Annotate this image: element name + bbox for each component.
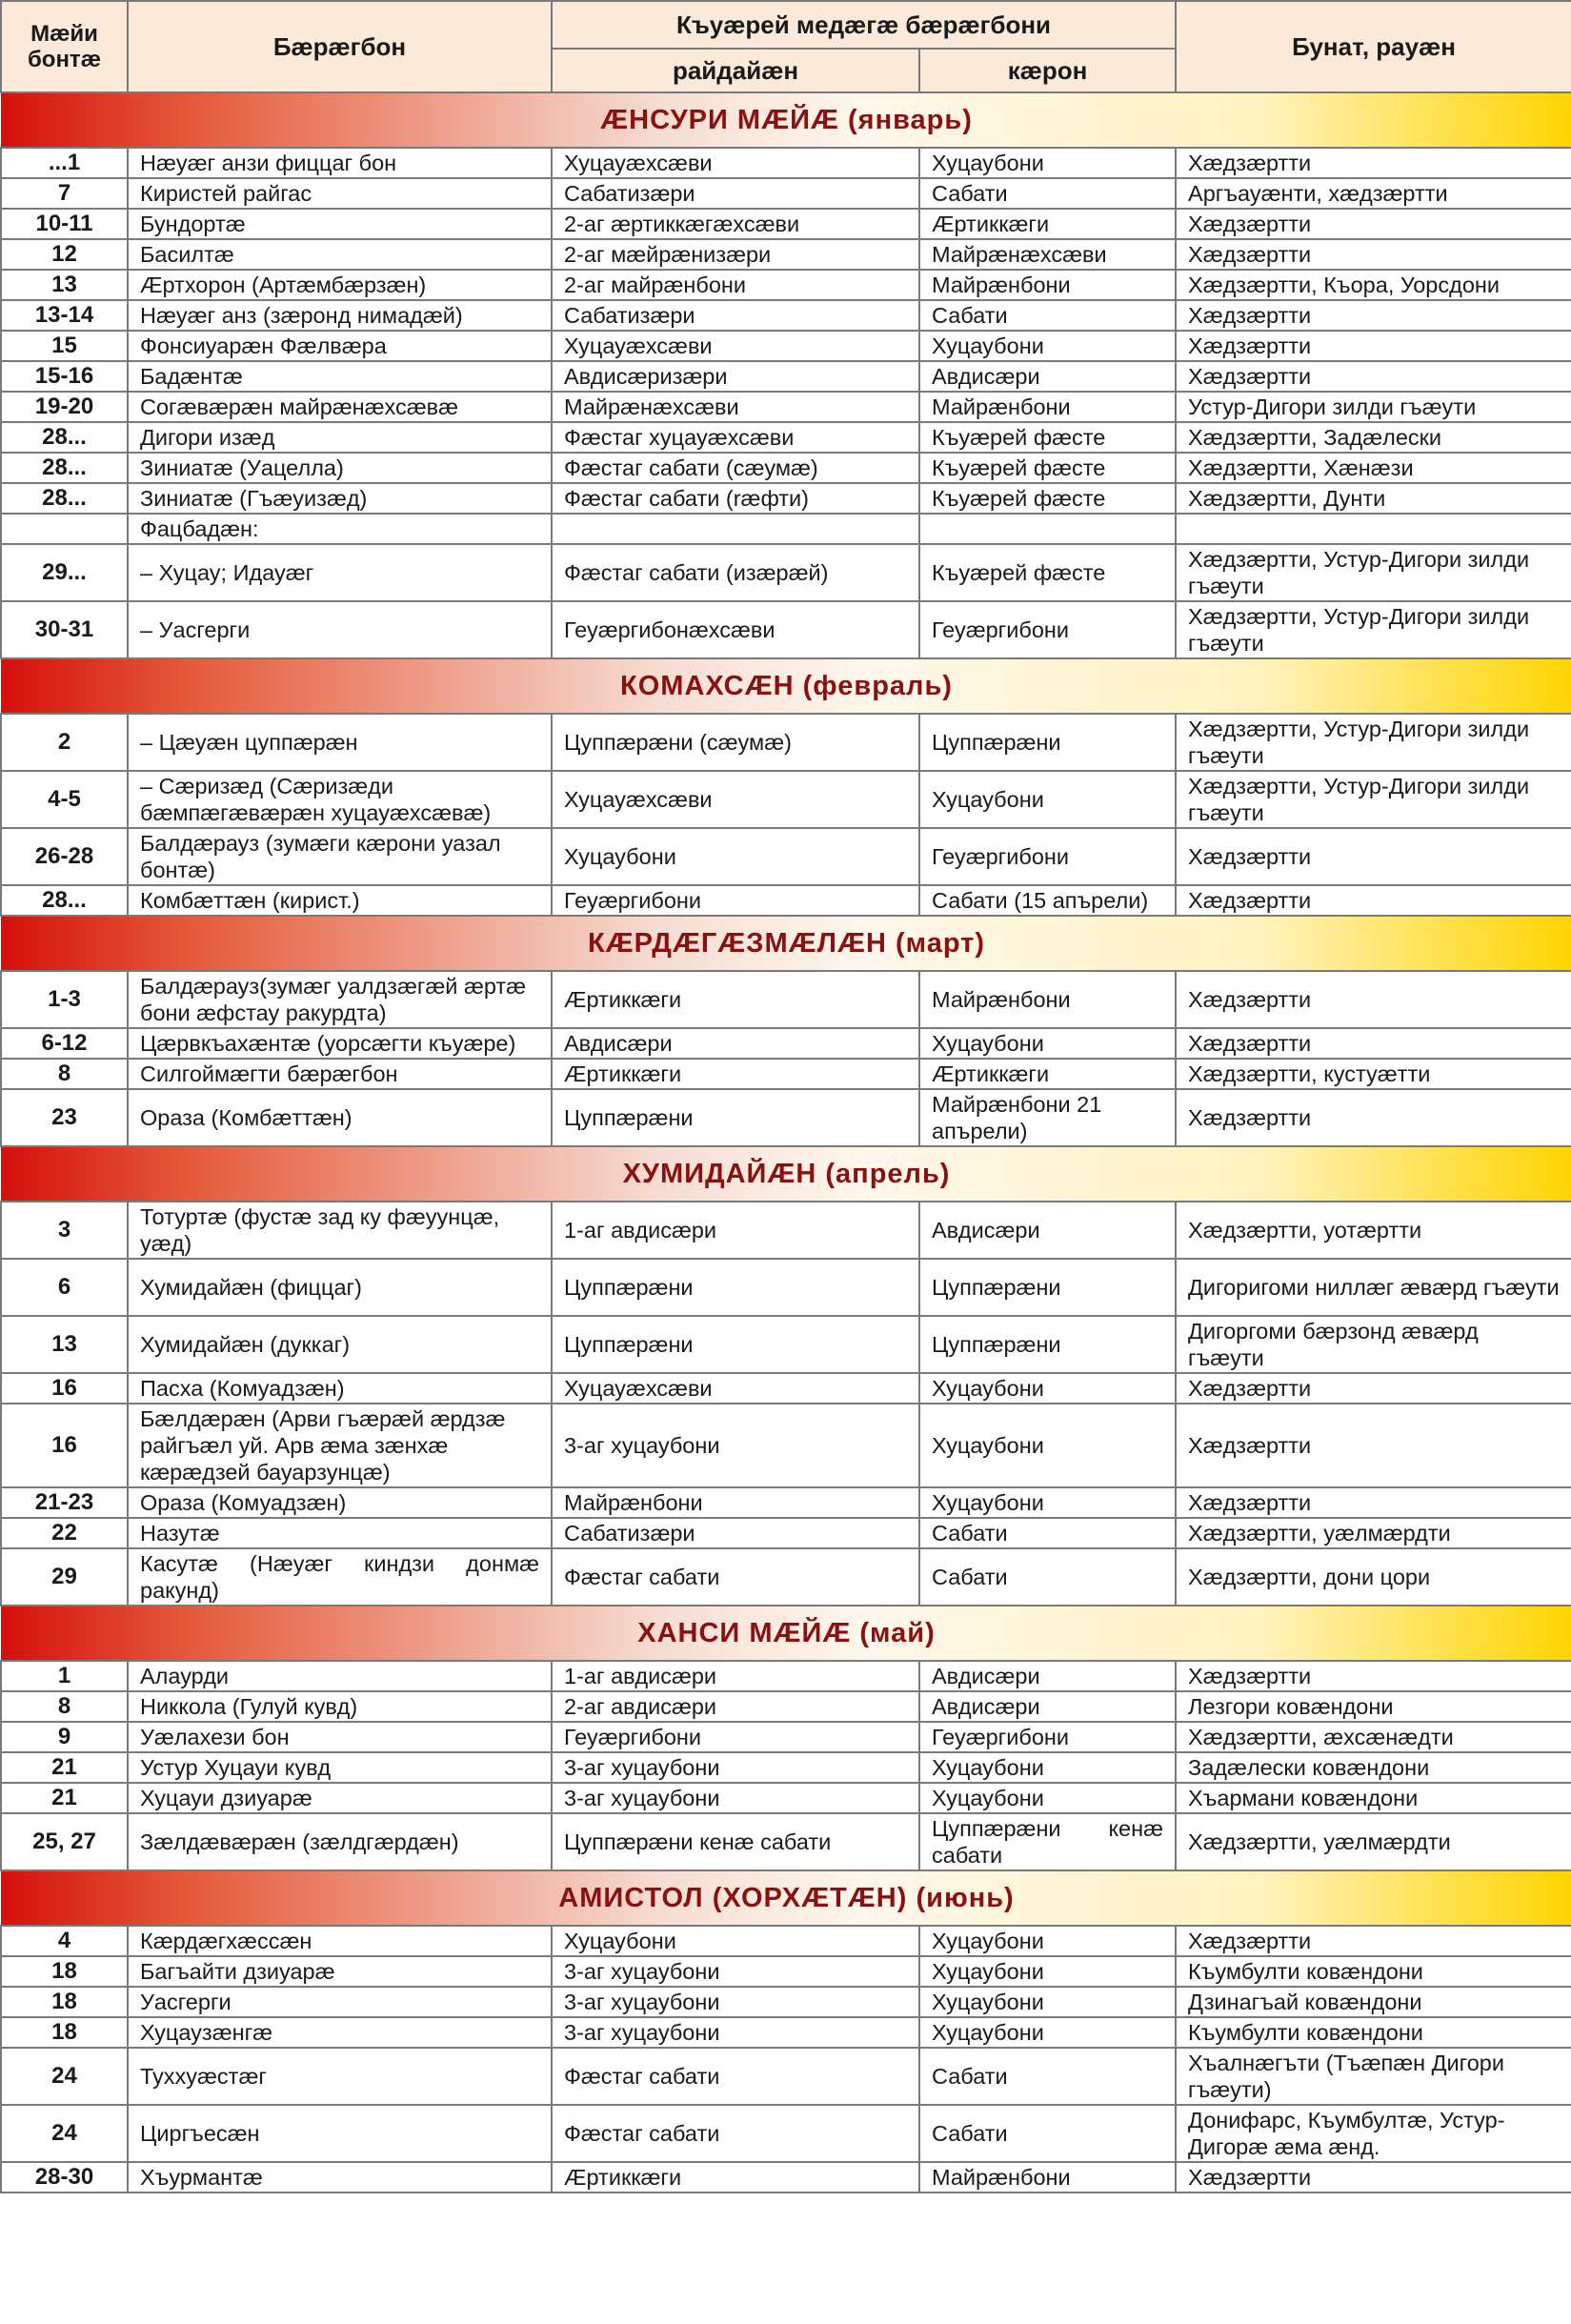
cell-start: Хуцауæхсæви: [552, 1373, 919, 1404]
cell-end: Майрæнбони 21 апърели): [919, 1089, 1176, 1146]
cell-start: Хуцаубони: [552, 828, 919, 885]
month-section-header: [1, 916, 1571, 971]
cell-place: Хæдзæртти, æхсæнæдти: [1176, 1722, 1571, 1752]
cell-day: 19-20: [1, 392, 128, 422]
cell-place: Хæдзæртти: [1176, 1487, 1571, 1518]
table-row: [1, 828, 1571, 885]
cell-name: Пасха (Комуадзæн): [128, 1373, 552, 1404]
table-row: [1, 544, 1571, 601]
cell-name: Хумидайæн (фиццаг): [128, 1259, 552, 1316]
cell-place: Хæдзæртти: [1176, 148, 1571, 178]
cell-end: Цуппæрæни: [919, 1259, 1176, 1316]
cell-day: 7: [1, 178, 128, 209]
cell-place: Хæдзæртти, уæлмæрдти: [1176, 1813, 1571, 1870]
table-row: [1, 1202, 1571, 1259]
table-row: [1, 2017, 1571, 2048]
cell-start: 2-аг авдисæри: [552, 1691, 919, 1722]
cell-end: Майрæнæхсæви: [919, 239, 1176, 270]
table-row: [1, 2105, 1571, 2162]
cell-day: 28...: [1, 422, 128, 453]
cell-name: Кæрдæгхæссæн: [128, 1926, 552, 1956]
cell-day: 25, 27: [1, 1813, 128, 1870]
cell-end: Сабати: [919, 2105, 1176, 2162]
cell-day: 3: [1, 1202, 128, 1259]
cell-name: Хумидайæн (дуккаг): [128, 1316, 552, 1373]
cell-end: Хуцаубони: [919, 1752, 1176, 1783]
cell-start: 2-аг мæйрæнизæри: [552, 239, 919, 270]
cell-name: Ораза (Комбæттæн): [128, 1089, 552, 1146]
table-row: [1, 148, 1571, 178]
cell-day: 16: [1, 1404, 128, 1487]
cell-name: Циргъесæн: [128, 2105, 552, 2162]
cell-place: Хæдзæртти: [1176, 1926, 1571, 1956]
cell-day: 28-30: [1, 2162, 128, 2193]
cell-day: ...1: [1, 148, 128, 178]
cell-place: Хæдзæртти: [1176, 361, 1571, 392]
cell-place: Хæдзæртти: [1176, 1373, 1571, 1404]
month-title: КÆРДÆГÆЗМÆЛÆН (март): [1, 916, 1571, 971]
cell-name: Уæлахези бон: [128, 1722, 552, 1752]
cell-day: 30-31: [1, 601, 128, 658]
cell-place: Дигоригоми ниллæг æвæрд гъæути: [1176, 1259, 1571, 1316]
cell-start: Геуæргибони: [552, 1722, 919, 1752]
cell-end: Майрæнбони: [919, 971, 1176, 1028]
table-row: [1, 1661, 1571, 1691]
cell-place: Хæдзæртти, Устур-Дигори зилди гъæути: [1176, 601, 1571, 658]
cell-day: 8: [1, 1059, 128, 1089]
cell-place: Хæдзæртти: [1176, 2162, 1571, 2193]
table-row: [1, 239, 1571, 270]
cell-end: Хуцаубони: [919, 771, 1176, 828]
cell-end: Къуæрей фæсте: [919, 453, 1176, 483]
cell-end: Авдисæри: [919, 361, 1176, 392]
cell-end: Геуæргибони: [919, 1722, 1176, 1752]
cell-day: 22: [1, 1518, 128, 1548]
cell-name: Балдæрауз(зумæг уалдзæгæй æртæ бони æфстау ракурдта): [128, 971, 552, 1028]
cell-end: Хуцаубони: [919, 1373, 1176, 1404]
cell-end: [919, 514, 1176, 544]
cell-start: Фæстаг сабати: [552, 1548, 919, 1606]
cell-end: Хуцаубони: [919, 1956, 1176, 1987]
cell-start: 2-аг майрæнбони: [552, 270, 919, 300]
cell-end: Сабати (15 апърели): [919, 885, 1176, 916]
cell-end: Цуппæрæни: [919, 1316, 1176, 1373]
cell-end: Геуæргибони: [919, 601, 1176, 658]
cell-name: Багъайти дзиуарæ: [128, 1956, 552, 1987]
cell-name: Хуцауи дзиуарæ: [128, 1783, 552, 1813]
header-week-days-group: Къуæрей медæгæ бæрæгбони: [552, 1, 1176, 49]
cell-end: Хуцаубони: [919, 1028, 1176, 1059]
table-row: [1, 1059, 1571, 1089]
header-start: райдайæн: [552, 49, 919, 92]
cell-day: 6: [1, 1259, 128, 1316]
cell-name: – Уасгерги: [128, 601, 552, 658]
cell-end: Хуцаубони: [919, 331, 1176, 361]
cell-day: 6-12: [1, 1028, 128, 1059]
cell-name: Устур Хуцауи кувд: [128, 1752, 552, 1783]
cell-day: 4-5: [1, 771, 128, 828]
cell-place: Хæдзæртти, Устур-Дигори зилди гъæути: [1176, 771, 1571, 828]
table-row: [1, 514, 1571, 544]
cell-start: Цуппæрæни: [552, 1089, 919, 1146]
cell-end: Авдисæри: [919, 1202, 1176, 1259]
cell-start: 3-аг хуцаубони: [552, 1404, 919, 1487]
cell-start: Фæстаг хуцауæхсæви: [552, 422, 919, 453]
month-title: АМИСТОЛ (ХОРХÆТÆН) (июнь): [1, 1870, 1571, 1926]
cell-start: 3-аг хуцаубони: [552, 1956, 919, 1987]
cell-day: 13-14: [1, 300, 128, 331]
month-section-header: [1, 1870, 1571, 1926]
header-day: Мæйи бонтæ: [1, 1, 128, 92]
cell-day: 24: [1, 2048, 128, 2105]
cell-day: 18: [1, 1956, 128, 1987]
cell-day: 24: [1, 2105, 128, 2162]
table-row: [1, 885, 1571, 916]
cell-name: – Цæуæн цуппæрæн: [128, 714, 552, 771]
cell-place: Хæдзæртти, Дунти: [1176, 483, 1571, 514]
cell-day: 10-11: [1, 209, 128, 239]
table-row: [1, 2162, 1571, 2193]
table-row: [1, 1373, 1571, 1404]
cell-start: Фæстаг сабати (ræфти): [552, 483, 919, 514]
cell-day: 9: [1, 1722, 128, 1752]
cell-name: Бундортæ: [128, 209, 552, 239]
cell-start: Хуцауæхсæви: [552, 148, 919, 178]
cell-start: 3-аг хуцаубони: [552, 2017, 919, 2048]
cell-start: Цуппæрæни: [552, 1259, 919, 1316]
cell-start: Фæстаг сабати: [552, 2105, 919, 2162]
cell-day: 1-3: [1, 971, 128, 1028]
header-holiday: Бæрæгбон: [128, 1, 552, 92]
cell-day: 29: [1, 1548, 128, 1606]
table-row: [1, 300, 1571, 331]
cell-end: Сабати: [919, 178, 1176, 209]
cell-end: Цуппæрæни: [919, 714, 1176, 771]
table-row: [1, 1783, 1571, 1813]
cell-end: Хуцаубони: [919, 148, 1176, 178]
cell-place: Задæлески ковæндони: [1176, 1752, 1571, 1783]
cell-name: Никкола (Гулуй кувд): [128, 1691, 552, 1722]
table-body: [1, 92, 1571, 2193]
cell-start: Æртиккæги: [552, 971, 919, 1028]
cell-name: Зиниатæ (Гъæуизæд): [128, 483, 552, 514]
cell-end: Геуæргибони: [919, 828, 1176, 885]
cell-start: Геуæргибони: [552, 885, 919, 916]
cell-place: Хæдзæртти: [1176, 239, 1571, 270]
cell-place: [1176, 514, 1571, 544]
table-row: [1, 453, 1571, 483]
month-section-header: [1, 92, 1571, 148]
cell-start: Майрæнбони: [552, 1487, 919, 1518]
table-header: [1, 1, 1571, 92]
cell-place: Хæдзæртти: [1176, 209, 1571, 239]
cell-name: Балдæрауз (зумæги кæрони уазал бонтæ): [128, 828, 552, 885]
month-title: ХАНСИ МÆЙÆ (май): [1, 1606, 1571, 1661]
cell-day: 16: [1, 1373, 128, 1404]
table-row: [1, 392, 1571, 422]
table-row: [1, 1259, 1571, 1316]
cell-start: Хуцаубони: [552, 1926, 919, 1956]
cell-name: Фацбадæн:: [128, 514, 552, 544]
cell-end: Къуæрей фæсте: [919, 544, 1176, 601]
cell-place: Къумбулти ковæндони: [1176, 2017, 1571, 2048]
cell-place: Хæдзæртти, уотæртти: [1176, 1202, 1571, 1259]
table-row: [1, 1691, 1571, 1722]
cell-name: Нæуæг анз (зæронд нимадæй): [128, 300, 552, 331]
cell-day: 1: [1, 1661, 128, 1691]
cell-day: 13: [1, 1316, 128, 1373]
cell-place: Хæдзæртти: [1176, 1028, 1571, 1059]
cell-name: – Хуцау; Идауæг: [128, 544, 552, 601]
cell-name: Согæвæрæн майрæнæхсæвæ: [128, 392, 552, 422]
month-section-header: [1, 658, 1571, 714]
cell-start: 3-аг хуцаубони: [552, 1987, 919, 2017]
cell-name: Дигори изæд: [128, 422, 552, 453]
cell-end: Хуцаубони: [919, 1487, 1176, 1518]
cell-day: 18: [1, 1987, 128, 2017]
cell-name: Æртхорон (Артæмбæрзæн): [128, 270, 552, 300]
cell-end: Сабати: [919, 1548, 1176, 1606]
cell-name: Алаурди: [128, 1661, 552, 1691]
cell-place: Хæдзæртти: [1176, 885, 1571, 916]
cell-place: Аргъауæнти, хæдзæртти: [1176, 178, 1571, 209]
cell-name: Бадæнтæ: [128, 361, 552, 392]
cell-place: Хæдзæртти, Къора, Уорсдони: [1176, 270, 1571, 300]
cell-day: 26-28: [1, 828, 128, 885]
table-row: [1, 209, 1571, 239]
header-end: кæрон: [919, 49, 1176, 92]
cell-start: Цуппæрæни кенæ сабати: [552, 1813, 919, 1870]
cell-start: Сабатизæри: [552, 300, 919, 331]
table-row: [1, 1956, 1571, 1987]
month-section-header: [1, 1146, 1571, 1202]
cell-end: Сабати: [919, 2048, 1176, 2105]
cell-place: Хæдзæртти, уæлмæрдти: [1176, 1518, 1571, 1548]
cell-place: Хъармани ковæндони: [1176, 1783, 1571, 1813]
table-row: [1, 422, 1571, 453]
table-row: [1, 2048, 1571, 2105]
cell-end: Сабати: [919, 1518, 1176, 1548]
cell-place: Хæдзæртти: [1176, 1089, 1571, 1146]
cell-end: Æртиккæги: [919, 1059, 1176, 1089]
cell-name: Хъурмантæ: [128, 2162, 552, 2193]
cell-start: Æртиккæги: [552, 2162, 919, 2193]
table-row: [1, 1752, 1571, 1783]
cell-day: 21: [1, 1783, 128, 1813]
month-title: КОМАХСÆН (февраль): [1, 658, 1571, 714]
table-row: [1, 1926, 1571, 1956]
table-row: [1, 1987, 1571, 2017]
cell-start: Æртиккæги: [552, 1059, 919, 1089]
cell-name: Зиниатæ (Уацелла): [128, 453, 552, 483]
cell-start: [552, 514, 919, 544]
cell-name: Назутæ: [128, 1518, 552, 1548]
cell-end: Сабати: [919, 300, 1176, 331]
table-row: [1, 1813, 1571, 1870]
cell-day: 15: [1, 331, 128, 361]
cell-place: Хæдзæртти, Задæлески: [1176, 422, 1571, 453]
cell-day: 21: [1, 1752, 128, 1783]
cell-name: Ораза (Комуадзæн): [128, 1487, 552, 1518]
cell-start: 2-аг æртиккæгæхсæви: [552, 209, 919, 239]
cell-place: Хæдзæртти, дони цори: [1176, 1548, 1571, 1606]
cell-end: Хуцаубони: [919, 2017, 1176, 2048]
cell-place: Хæдзæртти, Хæнæзи: [1176, 453, 1571, 483]
cell-place: Къумбулти ковæндони: [1176, 1956, 1571, 1987]
cell-day: 12: [1, 239, 128, 270]
cell-name: Касутæ (Нæуæг киндзи донмæ ракунд): [128, 1548, 552, 1606]
cell-start: Цуппæрæни: [552, 1316, 919, 1373]
table-row: [1, 1487, 1571, 1518]
cell-name: Басилтæ: [128, 239, 552, 270]
cell-place: Донифарс, Къумбултæ, Устур-Дигорæ æма æнд.: [1176, 2105, 1571, 2162]
cell-name: Хуцаузæнгæ: [128, 2017, 552, 2048]
cell-day: 4: [1, 1926, 128, 1956]
cell-name: Туххуæстæг: [128, 2048, 552, 2105]
cell-start: Фæстаг сабати: [552, 2048, 919, 2105]
header-place: Бунат, рауæн: [1176, 1, 1571, 92]
cell-place: Дигоргоми бæрзонд æвæрд гъæути: [1176, 1316, 1571, 1373]
month-title: ÆНСУРИ МÆЙÆ (январь): [1, 92, 1571, 148]
cell-place: Хæдзæртти: [1176, 331, 1571, 361]
cell-day: 23: [1, 1089, 128, 1146]
cell-start: 1-аг авдисæри: [552, 1202, 919, 1259]
cell-name: – Сæризæд (Сæризæди бæмпæгæвæрæн хуцауæхсæвæ): [128, 771, 552, 828]
table-row: [1, 771, 1571, 828]
cell-end: Къуæрей фæсте: [919, 483, 1176, 514]
cell-start: Сабатизæри: [552, 178, 919, 209]
table-row: [1, 483, 1571, 514]
cell-end: Хуцаубони: [919, 1404, 1176, 1487]
cell-end: Майрæнбони: [919, 2162, 1176, 2193]
cell-start: Сабатизæри: [552, 1518, 919, 1548]
cell-start: Майрæнæхсæви: [552, 392, 919, 422]
cell-start: Фæстаг сабати (изæрæй): [552, 544, 919, 601]
cell-day: [1, 514, 128, 544]
cell-place: Хæдзæртти: [1176, 971, 1571, 1028]
cell-place: Хæдзæртти, Устур-Дигори зилди гъæути: [1176, 544, 1571, 601]
cell-place: Хæдзæртти, кустуæтти: [1176, 1059, 1571, 1089]
cell-place: Лезгори ковæндони: [1176, 1691, 1571, 1722]
cell-start: 3-аг хуцаубони: [552, 1783, 919, 1813]
cell-place: Хæдзæртти: [1176, 1661, 1571, 1691]
cell-end: Хуцаубони: [919, 1926, 1176, 1956]
cell-name: Тотуртæ (фустæ зад ку фæуунцæ, уæд): [128, 1202, 552, 1259]
cell-start: 3-аг хуцаубони: [552, 1752, 919, 1783]
cell-place: Хæдзæртти: [1176, 1404, 1571, 1487]
table-row: [1, 714, 1571, 771]
table-row: [1, 270, 1571, 300]
table-row: [1, 1404, 1571, 1487]
cell-day: 28...: [1, 453, 128, 483]
table-row: [1, 1089, 1571, 1146]
month-title: ХУМИДАЙÆН (апрель): [1, 1146, 1571, 1202]
table-row: [1, 178, 1571, 209]
cell-end: Майрæнбони: [919, 392, 1176, 422]
cell-start: Авдисæризæри: [552, 361, 919, 392]
cell-start: Геуæргибонæхсæви: [552, 601, 919, 658]
cell-end: Къуæрей фæсте: [919, 422, 1176, 453]
cell-name: Нæуæг анзи фиццаг бон: [128, 148, 552, 178]
cell-name: Уасгерги: [128, 1987, 552, 2017]
cell-start: Хуцауæхсæви: [552, 771, 919, 828]
cell-day: 15-16: [1, 361, 128, 392]
cell-day: 18: [1, 2017, 128, 2048]
cell-start: Авдисæри: [552, 1028, 919, 1059]
cell-day: 13: [1, 270, 128, 300]
cell-end: Хуцаубони: [919, 1987, 1176, 2017]
cell-name: Бæлдæрæн (Арви гъæрæй æрдзæ райгъæл уй. Арв æма зæнхæ кæрæдзей бауарзунцæ): [128, 1404, 552, 1487]
cell-start: Фæстаг сабати (сæумæ): [552, 453, 919, 483]
cell-day: 8: [1, 1691, 128, 1722]
table-row: [1, 1548, 1571, 1606]
cell-name: Зæлдæвæрæн (зæлдгæрдæн): [128, 1813, 552, 1870]
cell-place: Дзинагъай ковæндони: [1176, 1987, 1571, 2017]
cell-name: Киристей райгас: [128, 178, 552, 209]
table-row: [1, 1316, 1571, 1373]
cell-place: Хæдзæртти, Устур-Дигори зилди гъæути: [1176, 714, 1571, 771]
table-row: [1, 1518, 1571, 1548]
cell-end: Хуцаубони: [919, 1783, 1176, 1813]
cell-day: 28...: [1, 483, 128, 514]
cell-day: 21-23: [1, 1487, 128, 1518]
cell-end: Æртиккæги: [919, 209, 1176, 239]
cell-end: Цуппæрæни кенæ сабати: [919, 1813, 1176, 1870]
cell-day: 28...: [1, 885, 128, 916]
cell-start: 1-аг авдисæри: [552, 1661, 919, 1691]
table-row: [1, 361, 1571, 392]
table-row: [1, 1028, 1571, 1059]
cell-end: Авдисæри: [919, 1691, 1176, 1722]
cell-day: 29...: [1, 544, 128, 601]
table-row: [1, 971, 1571, 1028]
table-row: [1, 331, 1571, 361]
cell-start: Хуцауæхсæви: [552, 331, 919, 361]
cell-place: Хъалнæгъти (Тъæпæн Дигори гъæути): [1176, 2048, 1571, 2105]
cell-name: Цæрвкъахæнтæ (уорсæгти къуæре): [128, 1028, 552, 1059]
month-section-header: [1, 1606, 1571, 1661]
cell-name: Силгоймæгти бæрæгбон: [128, 1059, 552, 1089]
cell-end: Авдисæри: [919, 1661, 1176, 1691]
cell-start: Цуппæрæни (сæумæ): [552, 714, 919, 771]
cell-place: Хæдзæртти: [1176, 828, 1571, 885]
cell-end: Майрæнбони: [919, 270, 1176, 300]
cell-place: Устур-Дигори зилди гъæути: [1176, 392, 1571, 422]
cell-name: Комбæттæн (кирист.): [128, 885, 552, 916]
cell-name: Фонсиуарæн Фæлвæра: [128, 331, 552, 361]
cell-day: 2: [1, 714, 128, 771]
cell-place: Хæдзæртти: [1176, 300, 1571, 331]
table-row: [1, 601, 1571, 658]
table-row: [1, 1722, 1571, 1752]
